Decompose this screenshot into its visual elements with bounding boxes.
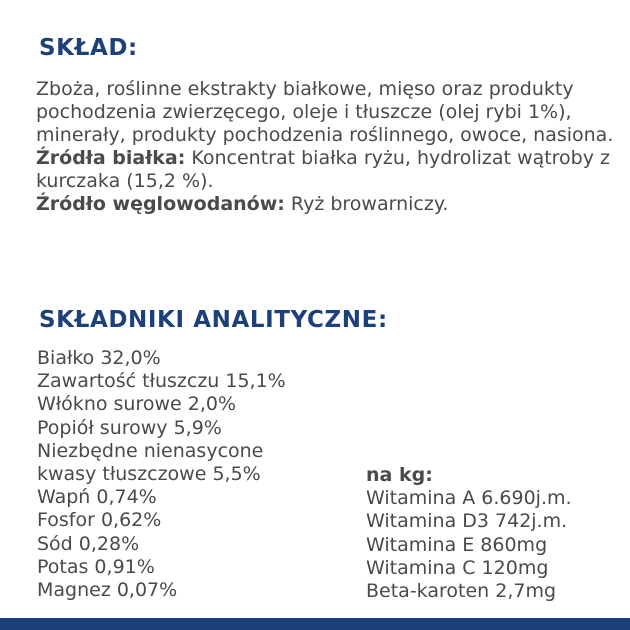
analytical-item-phosphorus: Fosfor 0,62% — [37, 509, 162, 532]
protein-sources-label: Źródła białka: — [36, 147, 186, 169]
carb-source-value: Ryż browarniczy. — [284, 193, 449, 215]
per-kg-label: na kg: — [366, 464, 433, 486]
analytical-item-efa-line2: kwasy tłuszczowe 5,5% — [37, 463, 261, 486]
carb-source-label: Źródło węglowodanów: — [36, 193, 285, 215]
analytical-item-ash: Popiół surowy 5,9% — [37, 416, 222, 439]
analytical-heading: SKŁADNIKI ANALITYCZNE: — [39, 307, 388, 333]
analytical-item-efa-line1: Niezbędne nienasycone — [37, 439, 264, 462]
vitamin-item-a: Witamina A 6.690j.m. — [366, 487, 572, 510]
protein-sources-value: Koncentrat białka ryżu, hydrolizat wątroby z kurczaka (15,2 %). — [36, 147, 610, 192]
vitamin-item-beta-carotene: Beta-karoten 2,7mg — [366, 580, 557, 603]
analytical-item-fibre: Włókno surowe 2,0% — [37, 393, 237, 416]
ingredients-text: Zboża, roślinne ekstrakty białkowe, mięso oraz produkty pochodzenia zwierzęcego, oleje i tłuszcze (olej rybi 1%), minerały, produkty pochodzenia roślinnego, owoce, nasiona. — [36, 78, 614, 146]
vitamin-item-c: Witamina C 120mg — [366, 556, 549, 579]
analytical-item-protein: Białko 32,0% — [37, 347, 161, 369]
analytical-item-sodium: Sód 0,28% — [37, 532, 140, 555]
analytical-item-magnesium: Magnez 0,07% — [37, 579, 178, 602]
bottom-accent-bar — [0, 618, 630, 630]
analytical-item-calcium: Wapń 0,74% — [37, 486, 157, 509]
composition-text-block — [36, 78, 616, 216]
vitamin-item-e: Witamina E 860mg — [366, 533, 548, 556]
analytical-list — [37, 347, 286, 602]
vitamin-list — [366, 464, 572, 603]
composition-heading: SKŁAD: — [39, 35, 138, 61]
analytical-item-fat: Zawartość tłuszczu 15,1% — [37, 370, 286, 393]
analytical-item-potassium: Potas 0,91% — [37, 555, 155, 578]
ingredients-paragraph — [36, 78, 616, 216]
vitamin-item-d3: Witamina D3 742j.m. — [366, 510, 568, 533]
